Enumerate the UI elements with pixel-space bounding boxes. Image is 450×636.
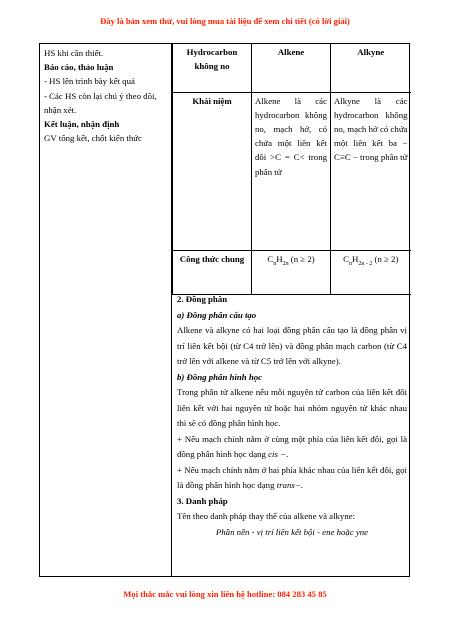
- conclusion-heading: Kết luận, nhận định: [44, 119, 120, 130]
- subsection-a-text: Alkene và alkyne có hai loại đồng phân cấu tạo là đồng phân vị trí liên kết bội (từ C4 trở lên) và đồng phân mạch carbon (từ C4 trở lên với alkene và từ C5 trở lên với alkyne).: [177, 325, 407, 366]
- report-item-2: - Các HS còn lại chú ý theo dõi, nhận xét.: [44, 90, 157, 115]
- formula-alkene: $C_nH_{2n}$ (n ≥ 2): [252, 250, 331, 294]
- report-item-1: - HS lên trình bày kết quả: [44, 76, 135, 87]
- comparison-table: [172, 44, 411, 295]
- subsection-b-text: Trong phân tử alkene nếu mỗi nguyên tử carbon của liên kết đôi liên kết với hai nguyên tử hoặc hai nhóm nguyên tử khác nhau thì sẽ có đồng phân hình học.: [177, 387, 407, 428]
- concept-alkyne: Alkyne là các hydrocarbon không no, mạch hở có chứa một liên kết ba − C≡C − trong phân tử: [331, 92, 411, 250]
- formula-label: Công thức chung: [173, 250, 252, 294]
- lesson-table: [39, 43, 410, 577]
- activity-column: [44, 46, 169, 145]
- concept-label: Khái niệm: [173, 92, 252, 250]
- bullet-cis: + Nếu mạch chính nằm ở cùng một phía của liên kết đôi, gọi là đồng phân hình học dạng cis −.: [177, 433, 407, 459]
- header-alkyne: Alkyne: [331, 44, 411, 92]
- section-2-title: 2. Đồng phân: [177, 294, 228, 304]
- subsection-a-title: a) Đồng phân cấu tạo: [177, 309, 257, 320]
- section-3-text: Tên theo danh pháp thay thế của alkene và alkyne:: [177, 511, 356, 521]
- formula-alkyne: $C_nH_{2n - 2}$ (n ≥ 2): [331, 250, 411, 294]
- formula-row: [173, 250, 411, 294]
- conclusion-text: GV tổng kết, chốt kiến thức: [44, 133, 142, 144]
- preview-banner: Đây là bản xem thử, vui lòng mua tài liệu để xem chi tiết (có lời giải): [100, 16, 350, 26]
- content-column: [177, 292, 407, 540]
- subsection-b-title: b) Đồng phân hình học: [177, 371, 263, 382]
- naming-formula: Phần nền - vị trí liên kết bội - ene hoặc yne: [215, 526, 369, 537]
- concept-alkene: Alkene là các hydrocarbon không no, mạch hở, có chứa một liên kết đôi >C = C< trong phân tử: [252, 92, 331, 250]
- hotline-banner: Mọi thắc mắc vui lòng xin liên hệ hotline: 084 283 45 85: [123, 589, 327, 599]
- left-line1: HS khi cần thiết.: [44, 48, 104, 58]
- header-hydrocarbon: Hydrocarbon không no: [173, 44, 252, 92]
- report-heading: Báo cáo, thảo luận: [44, 62, 114, 73]
- section-3-title: 3. Danh pháp: [177, 495, 228, 506]
- header-alkene: Alkene: [252, 44, 331, 92]
- concept-row: [173, 92, 411, 250]
- bullet-trans: + Nếu mạch chính nằm ở hai phía khác nhau của liên kết đôi, gọi là đồng phân hình học dạng trans−.: [177, 464, 407, 490]
- table-header-row: [173, 44, 411, 92]
